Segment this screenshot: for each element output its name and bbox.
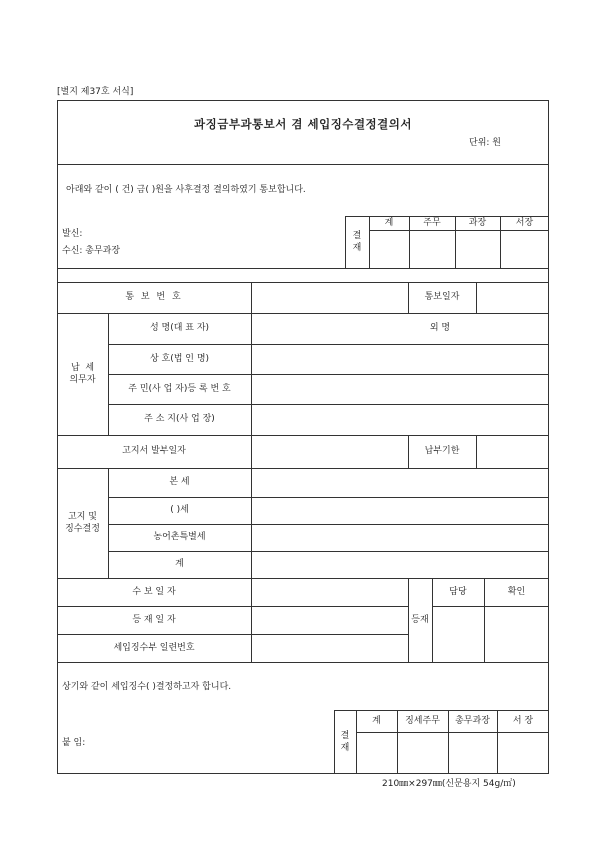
trade-name-field[interactable] xyxy=(252,345,548,373)
approval-top-header-1: 계 xyxy=(384,217,394,228)
approval-bottom-header-2: 징세주무 xyxy=(405,715,440,726)
approval-bottom-header-4: 서 장 xyxy=(512,715,534,726)
approval-top-sign-3[interactable] xyxy=(456,231,499,267)
due-date-field[interactable] xyxy=(477,436,548,467)
principal-tax-label: 본 세 xyxy=(169,477,190,488)
sender-label: 발신: xyxy=(62,229,83,239)
registration-label: 등재 xyxy=(411,614,429,625)
issue-date-field[interactable] xyxy=(252,436,407,467)
notice-text: 아래와 같이 ( 건) 금( )원을 사후결정 결의하였기 통보합니다. xyxy=(66,185,306,195)
name-label: 성 명(대 표 자) xyxy=(149,323,210,334)
approval-bottom-sign-1[interactable] xyxy=(357,733,396,773)
principal-tax-field[interactable] xyxy=(252,469,548,496)
issue-date-label: 고지서 발부일자 xyxy=(122,446,186,457)
confirm-label: 확인 xyxy=(507,586,526,597)
approval-top-sign-4[interactable] xyxy=(501,231,548,267)
unit-label: 단위: 원 xyxy=(469,138,501,148)
approval-bottom-header-3: 총무과장 xyxy=(455,715,490,726)
approval-top-header-4: 서장 xyxy=(515,217,534,228)
ledger-serial-field[interactable] xyxy=(252,635,407,661)
receiver-label: 수신: 총무과장 xyxy=(62,246,121,256)
ledger-serial-label: 세입징수부 일련번호 xyxy=(113,642,195,653)
foreign-name-label: 외 명 xyxy=(429,323,451,334)
decision-text: 상기와 같이 세입징수( )결정하고자 합니다. xyxy=(62,682,232,692)
record-date-field[interactable] xyxy=(252,607,407,633)
total-field[interactable] xyxy=(252,552,548,577)
approval-top-header-2: 주무 xyxy=(423,217,441,228)
in-charge-sign[interactable] xyxy=(433,607,483,661)
address-field[interactable] xyxy=(252,405,548,434)
in-charge-label: 담당 xyxy=(449,586,467,597)
resident-no-label: 주 민(사 업 자)등 록 번 호 xyxy=(128,383,231,394)
approval-bottom-sign-2[interactable] xyxy=(398,733,447,773)
approval-bottom-sign-4[interactable] xyxy=(498,733,548,773)
notice-date-field[interactable] xyxy=(477,283,548,312)
other-tax-field[interactable] xyxy=(252,498,548,523)
approval-label-bottom: 결 재 xyxy=(340,730,350,753)
address-label: 주 소 지(사 업 장) xyxy=(144,414,215,425)
due-date-label: 납부기한 xyxy=(424,446,460,457)
rural-tax-label: 농어촌특별세 xyxy=(153,532,206,543)
resident-no-field[interactable] xyxy=(252,375,548,403)
approval-label-top: 결 재 xyxy=(352,230,362,253)
other-tax-label: ( )세 xyxy=(170,505,189,516)
paper-spec: 210㎜×297㎜(신문용지 54g/㎡) xyxy=(382,779,516,789)
receipt-date-field[interactable] xyxy=(252,579,407,605)
form-title: 과징금부과통보서 겸 세입징수결정결의서 xyxy=(194,117,412,132)
levy-group-label: 고지 및 징수결정 xyxy=(65,511,100,534)
confirm-sign[interactable] xyxy=(485,607,548,661)
attachment-label: 붙 임: xyxy=(62,738,86,748)
approval-bottom-sign-3[interactable] xyxy=(449,733,496,773)
total-label: 계 xyxy=(175,559,184,570)
notice-number-field[interactable] xyxy=(252,283,407,312)
approval-top-sign-2[interactable] xyxy=(410,231,454,267)
trade-name-label: 상 호(법 인 명) xyxy=(149,353,210,364)
notice-date-label: 통보일자 xyxy=(424,292,460,303)
approval-top-sign-1[interactable] xyxy=(370,231,408,267)
rural-tax-field[interactable] xyxy=(252,525,548,550)
record-date-label: 등 재 일 자 xyxy=(132,614,176,625)
approval-bottom-header-1: 계 xyxy=(372,715,381,726)
notice-number-label: 통 보 번 호 xyxy=(125,292,183,303)
form-id: [별지 제37호 서식] xyxy=(57,87,134,97)
receipt-date-label: 수 보 일 자 xyxy=(132,586,176,597)
approval-top-header-3: 과장 xyxy=(468,217,487,228)
taxpayer-group-label: 납 세 의무자 xyxy=(69,362,96,385)
